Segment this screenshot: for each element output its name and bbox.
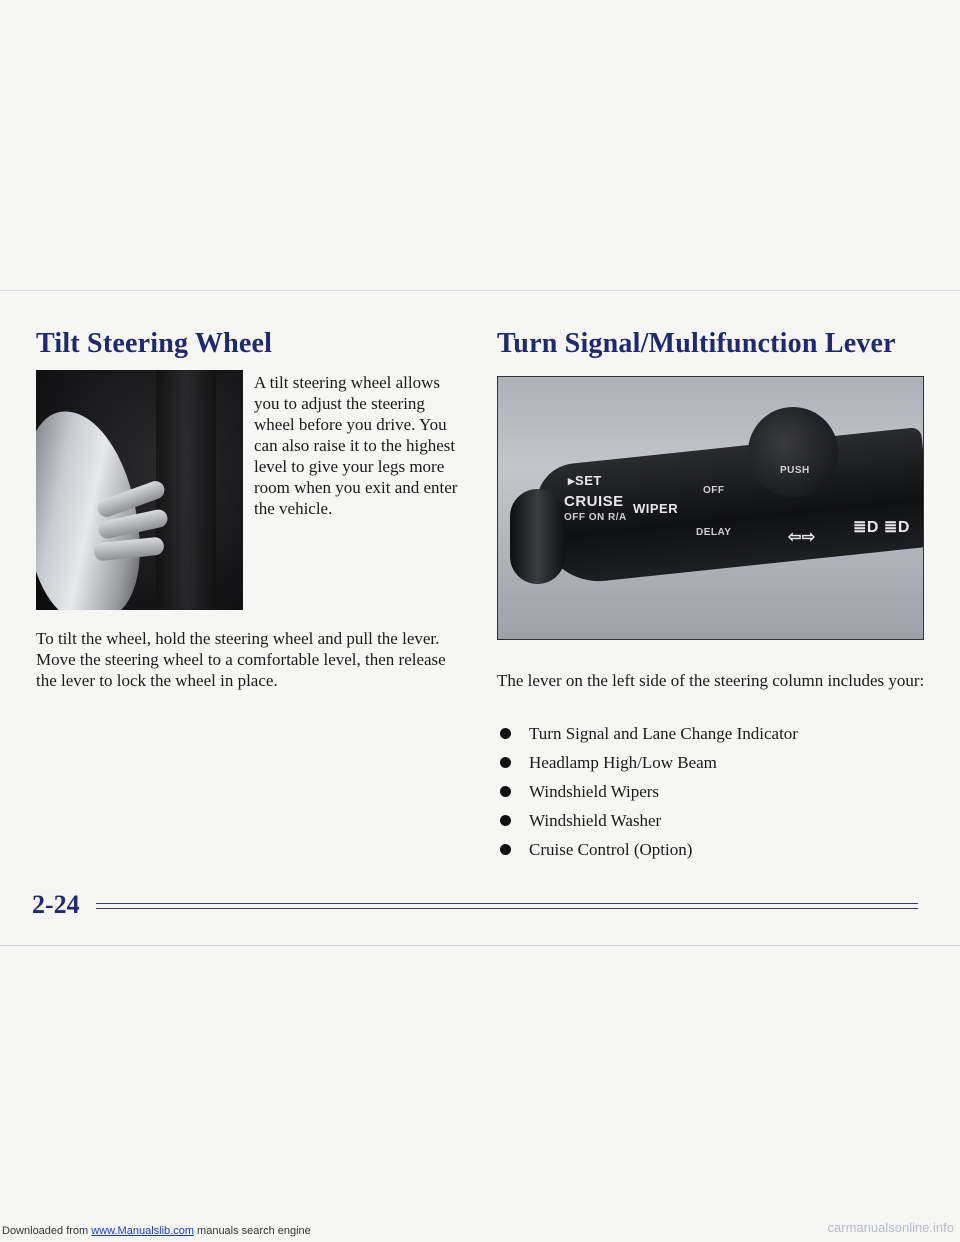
tilt-steering-section bbox=[36, 328, 466, 690]
bullet-icon bbox=[500, 757, 511, 768]
tilt-steering-heading: Tilt Steering Wheel bbox=[36, 328, 273, 359]
tilt-steering-intro: A tilt steering wheel allows you to adjust the steering wheel before you drive. You can also raise it to the highest level to give your legs more room when you exit and enter the vehicle. bbox=[254, 373, 458, 518]
multifunction-lever-section bbox=[497, 328, 927, 859]
list-item: Turn Signal and Lane Change Indicator bbox=[497, 723, 927, 752]
bullet-icon bbox=[500, 844, 511, 855]
top-divider bbox=[0, 290, 960, 291]
list-item: Windshield Washer bbox=[497, 810, 927, 839]
feature-list bbox=[497, 723, 927, 868]
bullet-icon bbox=[500, 815, 511, 826]
lever-label-cruise: CRUISE bbox=[564, 493, 624, 510]
turn-arrows-icon: ⇦⇨ bbox=[788, 529, 816, 546]
bullet-icon bbox=[500, 728, 511, 739]
multifunction-lever-heading: Turn Signal/Multifunction Lever bbox=[497, 328, 896, 359]
bullet-icon bbox=[500, 786, 511, 797]
lever-label-set: ▸SET bbox=[568, 473, 602, 488]
tilt-steering-instructions: To tilt the wheel, hold the steering wheel and pull the lever. Move the steering wheel to a comfortable level, then release the lever to lock the wheel in place. bbox=[36, 629, 446, 690]
tilt-steering-photo bbox=[36, 370, 243, 610]
footer-rule-lower bbox=[96, 908, 918, 909]
bottom-divider bbox=[0, 945, 960, 946]
page-number: 2-24 bbox=[32, 890, 80, 919]
multifunction-lever-intro: The lever on the left side of the steering column includes your: bbox=[497, 671, 925, 690]
list-item: Windshield Wipers bbox=[497, 781, 927, 810]
watermark: carmanualsonline.info bbox=[827, 1220, 954, 1235]
lever-label-off-on-ra: OFF ON R/A bbox=[564, 512, 627, 523]
high-beam-icon: ≣D ≣D bbox=[853, 519, 910, 536]
footer-rule-upper bbox=[96, 903, 918, 904]
manualslib-link[interactable]: www.Manualslib.com bbox=[91, 1225, 194, 1237]
download-footer: Downloaded from www.Manualslib.com manuals search engine bbox=[2, 1225, 311, 1237]
list-item: Headlamp High/Low Beam bbox=[497, 752, 927, 781]
lever-label-off: OFF bbox=[703, 485, 725, 496]
lever-label-delay: DELAY bbox=[696, 527, 732, 538]
lever-label-wiper: WIPER bbox=[633, 501, 679, 516]
lever-label-push: PUSH bbox=[780, 465, 810, 476]
list-item: Cruise Control (Option) bbox=[497, 839, 927, 868]
multifunction-lever-photo bbox=[497, 376, 924, 640]
